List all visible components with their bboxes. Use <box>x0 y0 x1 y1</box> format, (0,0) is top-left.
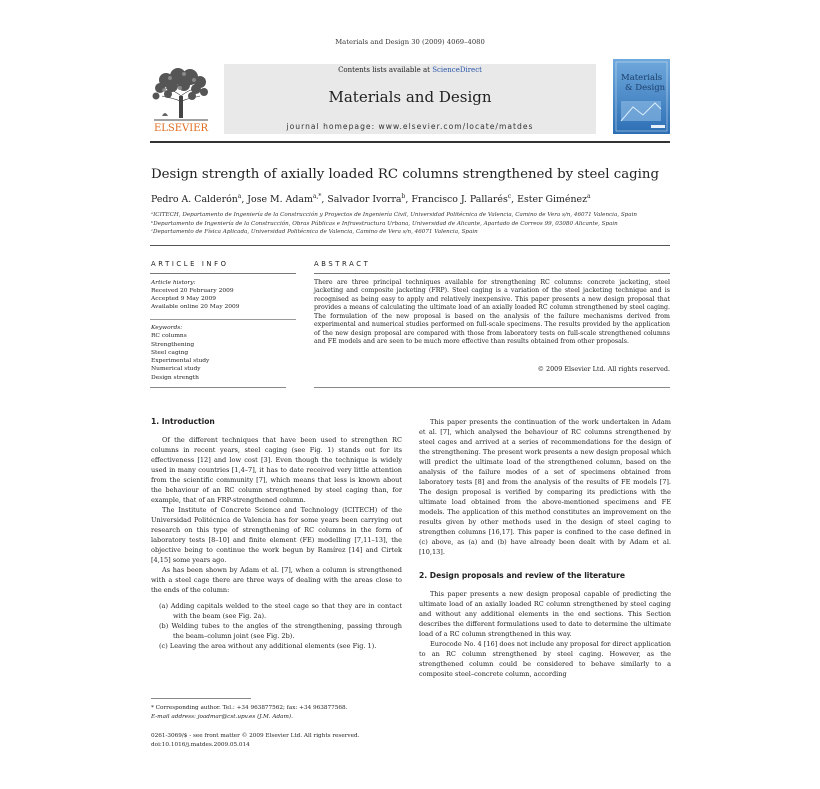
author-name: Pedro A. Calderón <box>151 194 238 206</box>
history-received: Received 20 February 2009 <box>151 287 234 294</box>
paragraph: Eurocode No. 4 [16] does not include any proposal for direct application to an RC column strengthened by steel caging. However, as the strengthened column could be considered to behave similarly to a composite steel–concrete column, according <box>419 640 671 678</box>
cover-title-2: & Design <box>625 83 666 93</box>
author-list: Pedro A. Calderón$^a$, Jose M. Adam$^{a,*}$, Salvador Ivorra$^b$, Francisco J. Pallarés$^c$, Ester Giménez$^a$ <box>151 193 591 206</box>
author-name: Francisco J. Pallarés <box>411 194 508 206</box>
imprint-doi: doi:10.1016/j.matdes.2009.05.014 <box>151 742 250 748</box>
keywords <box>151 324 291 382</box>
copyright: © 2009 Elsevier Ltd. All rights reserved. <box>537 365 670 373</box>
affiliation: ᵇDepartamento de Ingeniería de la Construcción, Obras Públicas e Infraestructura Urbana, Universidad de Alicante, Apartado de Correos 99, 03080 Alicante, Spain <box>151 220 618 227</box>
footnote-email: E-mail address: joadmar@cst.upv.es (J.M. Adam). <box>151 714 293 721</box>
article-title: Design strength of axially loaded RC columns strengthened by steel caging <box>151 167 659 182</box>
keyword: Design strength <box>151 374 199 381</box>
article-info-divider <box>150 319 296 320</box>
abstract-heading: ABSTRACT <box>314 260 371 268</box>
sciencedirect-link[interactable]: ScienceDirect <box>432 66 482 74</box>
keyword: RC columns <box>151 333 187 340</box>
elsevier-wordmark: ELSEVIER <box>153 123 209 134</box>
abstract-text: There are three principal techniques available for strengthening RC columns: concrete jacketing, steel jacketing and composite jacketing (FRP). Steel caging is a variation of the steel jacketing technique and is recognised as being easy to apply and relatively inexpensive. This paper presents a new design proposal that provides a means of calculating the ultimate load of an axially loaded RC column strengthened by steel caging. The formulation of the new proposal is based on the analysis of the failure mechanisms derived from experimental and numerical studies performed on full-scale specimens. The results provided by the application of the new design proposal are compared with those from laboratory tests on full-scale strengthened columns and FE models and are seen to be much more effective than results obtained from other proposals. <box>314 279 670 346</box>
homepage-link[interactable]: www.elsevier.com/locate/matdes <box>378 122 534 131</box>
article-info-rule <box>150 273 296 274</box>
section-heading: 1. Introduction <box>151 417 215 426</box>
cover-title-1: Materials <box>621 73 663 83</box>
article-info-heading: ARTICLE INFO <box>151 260 229 268</box>
affiliation: ᵃICITECH, Departamento de Ingeniería de la Construcción y Proyectos de Ingeniería Civil, Universidad Politécnica de Valencia, Camino de Vera s/n, 46071 Valencia, Spain <box>151 212 637 218</box>
keyword: Numerical study <box>151 366 201 373</box>
article-history <box>151 280 291 312</box>
list-item: (c) Leaving the area without any additional elements (see Fig. 1). <box>159 642 377 650</box>
elsevier-logo <box>150 66 212 134</box>
author-name: Salvador Ivorra <box>327 194 402 206</box>
list-item: (b) Welding tubes to the angles of the strengthening, passing through the beam–column joint (see Fig. 2b). <box>159 622 402 640</box>
affiliations <box>151 211 671 237</box>
body-column-right <box>419 417 671 679</box>
paragraph: This paper presents the continuation of the work undertaken in Adam et al. [7], which analysed the behaviour of RC columns strengthened by steel cages and arrived at a series of recommendations for the design of the strengthening. The present work presents a new design proposal which will predict the ultimate load of the strengthened column, based on the analysis of the failure modes of a set of specimens obtained from laboratory tests [8] and from the analysis of the results of FE models [7]. The design proposal is verified by comparing its predictions with the ultimate load obtained from the above-mentioned specimens and FE models. The application of this method constitutes an improvement on the results given by other methods used in the design of steel caging to strengthen columns [16,17]. This paper is confined to the case defined in (c) above, as (a) and (b) have already been dealt with by Adam et al. [10,13]. <box>419 418 671 556</box>
history-label: Article history: <box>151 280 196 286</box>
journal-title: Materials and Design <box>328 88 492 106</box>
imprint-issn: 0261-3069/$ - see front matter © 2009 Elsevier Ltd. All rights reserved. <box>151 733 360 739</box>
rule-gap <box>286 385 314 390</box>
footnote <box>151 704 402 723</box>
header-rule <box>150 141 670 143</box>
author-name: Jose M. Adam <box>247 194 313 206</box>
footnote-rule <box>151 698 251 699</box>
body-column-left <box>151 417 402 651</box>
keyword: Strengthening <box>151 341 195 348</box>
keyword: Steel caging <box>151 349 189 356</box>
list-item: (a) Adding capitals welded to the steel cage so that they are in contact with the beam (see Fig. 2a). <box>159 602 402 620</box>
affiliation: ᶜDepartamento de Física Aplicada, Universidad Politécnica de Valencia, Camino de Vera s/n, 46071 Valencia, Spain <box>151 229 478 236</box>
history-online: Available online 20 May 2009 <box>151 303 240 310</box>
paragraph: The Institute of Concrete Science and Technology (ICITECH) of the Universidad Politécnica de Valencia has for some years been carrying out research on this type of strengthening of RC columns in the form of laboratory tests [8–10] and finite element (FE) modelling [7,11–13], the objective being to continue the work begun by Ramírez [14] and Cirtek [4,15] some years ago. <box>151 506 402 564</box>
history-accepted: Accepted 9 May 2009 <box>151 295 216 302</box>
journal-homepage: journal homepage: www.elsevier.com/locate/matdes <box>286 122 534 131</box>
keyword: Experimental study <box>151 358 210 365</box>
abstract-bottom-rule <box>150 387 670 388</box>
footnote-corresponding: * Corresponding author. Tel.: +34 963877562; fax: +34 963877568. <box>151 705 348 711</box>
abstract-rule <box>314 273 670 274</box>
contents-line: Contents lists available at ScienceDirect <box>338 66 482 74</box>
paragraph: As has been shown by Adam et al. [7], when a column is strengthened with a steel cage there are three ways of dealing with the areas close to the ends of the column: <box>151 566 402 594</box>
section-rule <box>150 245 670 246</box>
paragraph: Of the different techniques that have been used to strengthen RC columns in recent years, steel caging (see Fig. 1) stands out for its effectiveness [12] and low cost [3]. Even though the technique is widely used in many countries [1,4–7], it has to date received very little attention from the scientific community [7], which means that less is known about the behaviour of an RC column strengthened by steel caging than, for example, that of an FRP-strengthened column. <box>151 436 402 504</box>
journal-cover-image <box>613 59 670 134</box>
imprint <box>151 732 411 750</box>
paragraph: This paper presents a new design proposal capable of predicting the ultimate load of an axially loaded RC column strengthened by steel caging and without any additional elements in the end sections. This Section describes the different formulations used to date to determine the ultimate load of a RC column strengthened in this way. <box>419 590 671 638</box>
author-name: Ester Giménez <box>517 194 588 206</box>
section-heading: 2. Design proposals and review of the literature <box>419 571 625 580</box>
journal-reference: Materials and Design 30 (2009) 4069–4080 <box>335 38 485 46</box>
keywords-label: Keywords: <box>151 325 183 331</box>
